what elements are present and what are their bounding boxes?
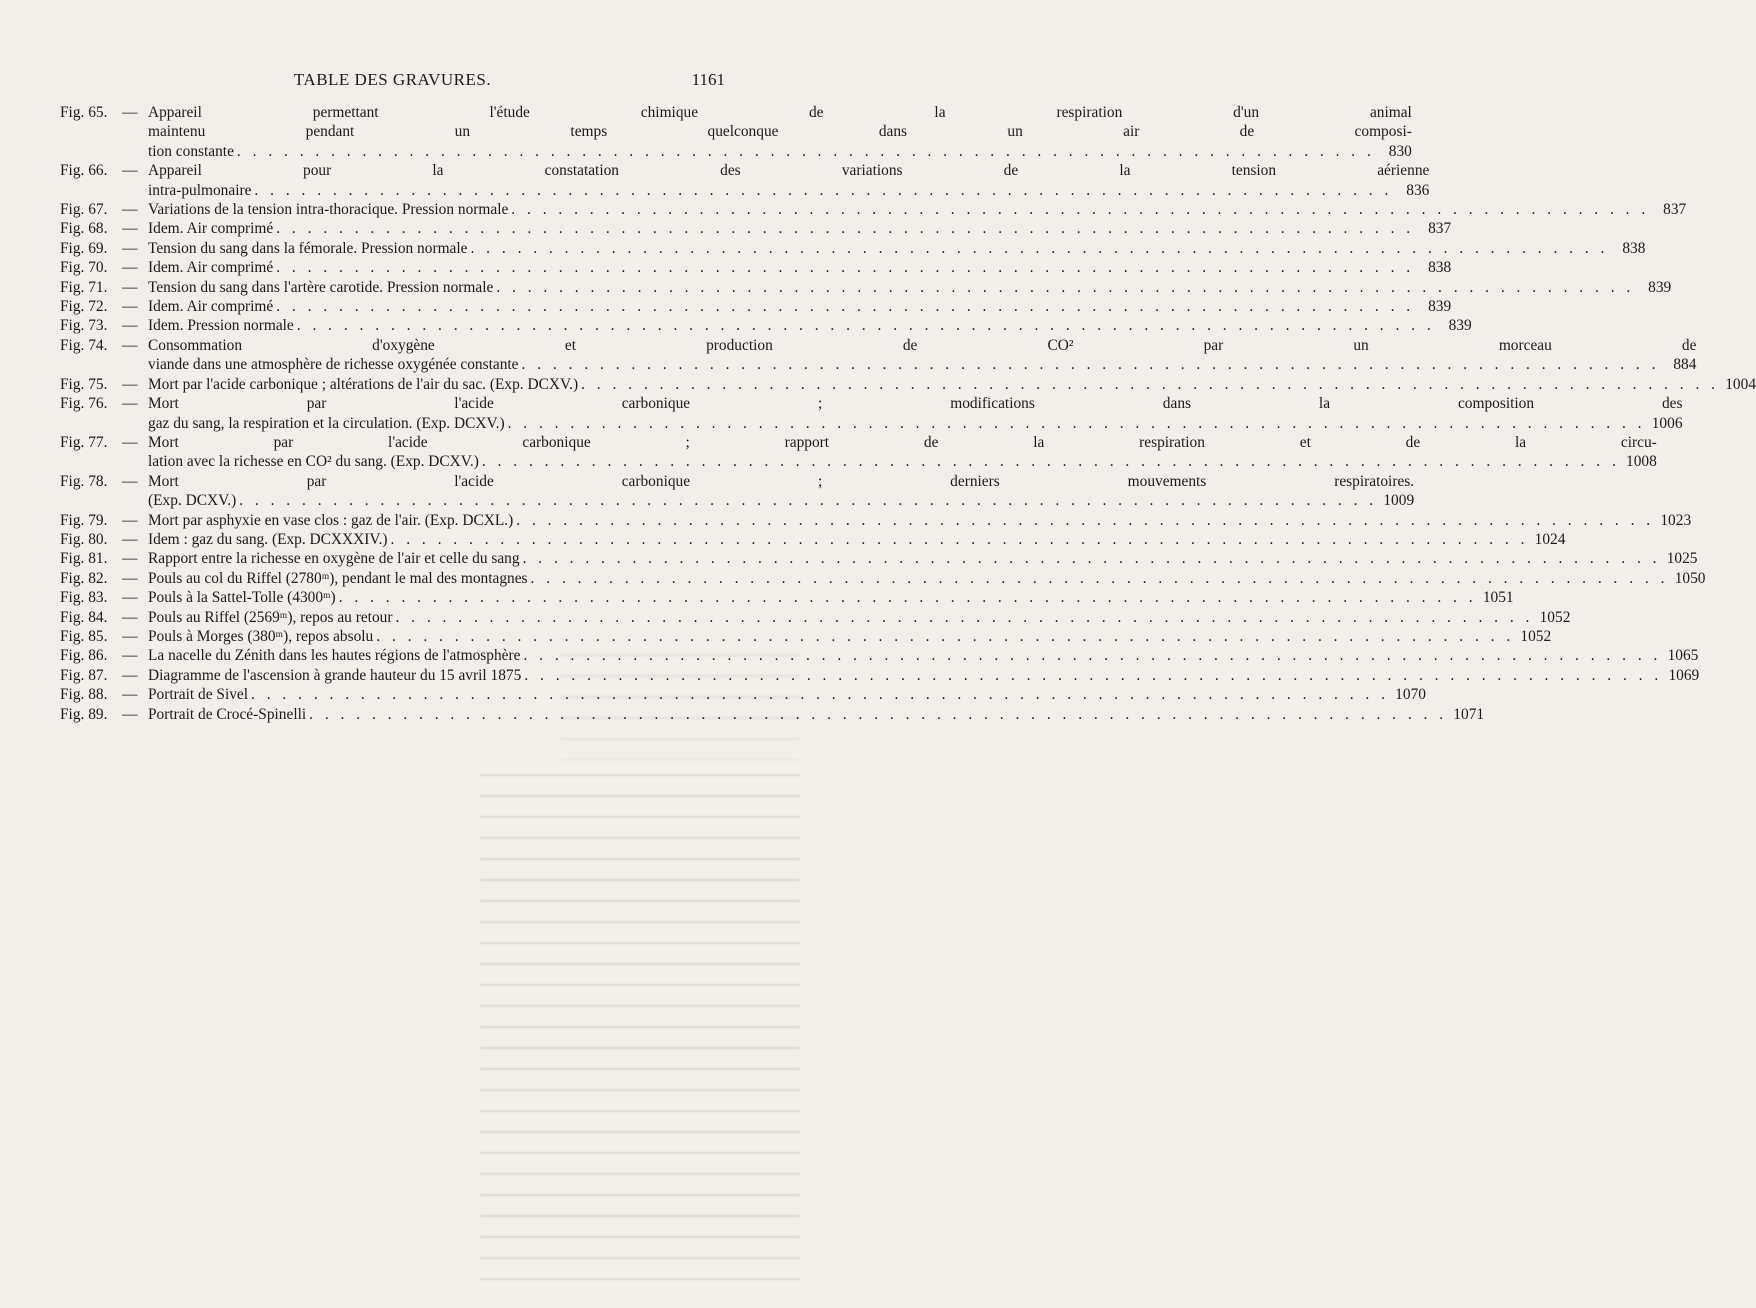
figure-number: Fig. 68. <box>60 220 108 238</box>
figure-entry <box>60 258 1452 277</box>
caption-text: Mort par asphyxie en vase clos : gaz de l'air. (Exp. DCXL.) <box>148 511 514 529</box>
caption-last-line <box>148 685 1426 704</box>
figure-number: Fig. 78. <box>60 472 108 490</box>
figure-caption <box>148 394 1683 433</box>
caption-last-line <box>148 258 1451 277</box>
figure-number: Fig. 79. <box>60 511 108 529</box>
dot-leader <box>516 511 1654 530</box>
figure-caption <box>148 705 1484 724</box>
dot-leader <box>276 297 1414 316</box>
figure-number: Fig. 65. <box>60 104 108 121</box>
figure-caption <box>148 608 1570 627</box>
figure-caption <box>148 627 1551 646</box>
em-dash: — <box>122 104 138 121</box>
figure-entry <box>60 685 1426 704</box>
figure-number: Fig. 66. <box>60 162 108 180</box>
page-reference: 884 <box>1673 356 1697 374</box>
figure-entry <box>60 336 1697 375</box>
figure-caption <box>148 549 1698 568</box>
caption-last-line <box>148 491 1414 510</box>
figure-caption <box>148 569 1705 588</box>
page-reference: 1052 <box>1520 627 1552 645</box>
caption-text: Mort par l'acide carbonique ; altérations de l'air du sac. (Exp. DCXV.) <box>148 375 579 393</box>
figure-entry <box>60 433 1657 472</box>
dot-leader <box>376 627 1514 646</box>
dot-leader <box>237 142 1375 161</box>
caption-last-line <box>148 646 1698 665</box>
em-dash: — <box>122 298 138 316</box>
figure-entry <box>60 316 1472 335</box>
em-dash: — <box>122 569 138 587</box>
figure-number: Fig. 82. <box>60 569 108 587</box>
em-dash: — <box>122 433 138 451</box>
figure-caption <box>148 258 1451 277</box>
caption-last-line <box>148 316 1472 335</box>
figure-caption <box>148 433 1657 472</box>
figure-caption <box>148 375 1756 394</box>
em-dash: — <box>122 530 138 548</box>
figure-caption <box>148 685 1426 704</box>
caption-text: Idem : gaz du sang. (Exp. DCXXXIV.) <box>148 530 388 548</box>
page-header <box>60 70 725 94</box>
figure-entry <box>60 375 1756 394</box>
em-dash: — <box>122 550 138 568</box>
figure-caption <box>148 200 1686 219</box>
em-dash: — <box>122 162 138 180</box>
caption-text: Pouls à la Sattel-Tolle (4300ᵐ) <box>148 589 336 607</box>
figure-entry <box>60 200 1687 219</box>
em-dash: — <box>122 375 138 393</box>
caption-last-line <box>148 181 1429 200</box>
figure-entry <box>60 239 1646 258</box>
page-reference: 1071 <box>1453 705 1485 723</box>
dot-leader <box>511 200 1649 219</box>
figure-number: Fig. 76. <box>60 395 108 413</box>
caption-last-line <box>148 666 1699 685</box>
caption-text: viande dans une atmosphère de richesse oxygénée constante <box>148 356 519 374</box>
em-dash: — <box>122 336 138 354</box>
figure-entry <box>60 219 1452 238</box>
em-dash: — <box>122 220 138 238</box>
em-dash: — <box>122 259 138 277</box>
caption-text: Idem. Air comprimé <box>148 220 274 238</box>
figure-number: Fig. 80. <box>60 530 108 548</box>
figure-number: Fig. 69. <box>60 239 108 257</box>
figure-entry <box>60 569 1706 588</box>
page-reference: 1051 <box>1482 589 1514 607</box>
page-reference: 1023 <box>1660 511 1692 529</box>
figure-caption <box>148 297 1451 316</box>
dot-leader <box>251 685 1389 704</box>
em-dash: — <box>122 395 138 413</box>
figure-caption <box>148 666 1699 685</box>
caption-line: Mort par l'acide carbonique ; derniers mouvements respiratoires. <box>148 472 1415 490</box>
figure-caption <box>148 103 1412 161</box>
caption-text: Variations de la tension intra-thoracique. Pression normale <box>148 201 509 219</box>
caption-last-line <box>148 627 1551 646</box>
figure-entry <box>60 297 1452 316</box>
caption-last-line <box>148 200 1686 219</box>
em-dash: — <box>122 201 138 219</box>
figure-number: Fig. 72. <box>60 298 108 316</box>
caption-text: Idem. Air comprimé <box>148 298 274 316</box>
figure-caption <box>148 239 1645 258</box>
dot-leader <box>339 588 1477 607</box>
figure-number: Fig. 83. <box>60 589 108 607</box>
figure-entry <box>60 530 1566 549</box>
em-dash: — <box>122 317 138 335</box>
figure-number: Fig. 88. <box>60 686 108 704</box>
caption-text: Diagramme de l'ascension à grande hauteur du 15 avril 1875 <box>148 666 522 684</box>
caption-last-line <box>148 355 1696 374</box>
figure-caption <box>148 530 1565 549</box>
dot-leader <box>391 530 1529 549</box>
page-reference: 1006 <box>1651 414 1683 432</box>
em-dash: — <box>122 666 138 684</box>
caption-text: (Exp. DCXV.) <box>148 492 237 510</box>
figure-entry <box>60 394 1683 433</box>
caption-last-line <box>148 142 1412 161</box>
figure-caption <box>148 278 1671 297</box>
dot-leader <box>297 316 1435 335</box>
figure-number: Fig. 67. <box>60 201 108 219</box>
em-dash: — <box>122 647 138 665</box>
caption-text: Pouls au Riffel (2569ᵐ), repos au retour <box>148 608 393 626</box>
page-reference: 1065 <box>1667 647 1699 665</box>
caption-line: Consommation d'oxygène et production de CO² par un morceau de <box>148 336 1697 354</box>
dot-leader <box>309 705 1447 724</box>
figure-number: Fig. 81. <box>60 550 108 568</box>
caption-last-line <box>148 297 1451 316</box>
caption-text: Tension du sang dans la fémorale. Pression normale <box>148 239 468 257</box>
figure-entry <box>60 103 1412 161</box>
caption-text: Tension du sang dans l'artère carotide. Pression normale <box>148 278 494 296</box>
page-reference: 839 <box>1448 317 1472 335</box>
dot-leader <box>523 549 1661 568</box>
figure-caption <box>148 336 1696 375</box>
figure-number: Fig. 73. <box>60 317 108 335</box>
caption-text: Portrait de Sivel <box>148 686 249 704</box>
caption-last-line <box>148 219 1451 238</box>
figure-entry <box>60 666 1700 685</box>
figure-caption <box>148 316 1472 335</box>
caption-last-line <box>148 608 1570 627</box>
figure-entry <box>60 646 1699 665</box>
page-reference: 838 <box>1428 259 1452 277</box>
caption-last-line <box>148 452 1657 471</box>
figure-entry <box>60 627 1552 646</box>
caption-text: lation avec la richesse en CO² du sang. (Exp. DCXV.) <box>148 453 479 471</box>
figure-number: Fig. 87. <box>60 666 108 684</box>
figure-number: Fig. 89. <box>60 705 108 723</box>
caption-text: intra-pulmonaire <box>148 181 252 199</box>
dot-leader <box>276 219 1414 238</box>
figure-list <box>60 103 1756 724</box>
em-dash: — <box>122 627 138 645</box>
page-reference: 1069 <box>1668 666 1700 684</box>
caption-text: Pouls au col du Riffel (2780ᵐ), pendant le mal des montagnes <box>148 569 528 587</box>
page-reference: 830 <box>1388 142 1412 160</box>
caption-line: Appareil permettant l'étude chimique de la respiration d'un animal <box>148 104 1412 121</box>
em-dash: — <box>122 239 138 257</box>
figure-entry <box>60 549 1698 568</box>
figure-entry <box>60 705 1485 724</box>
page-reference: 836 <box>1406 181 1430 199</box>
figure-entry <box>60 278 1672 297</box>
dot-leader <box>239 491 1377 510</box>
caption-text: Portrait de Crocé-Spinelli <box>148 705 307 723</box>
page-reference: 1008 <box>1626 453 1657 471</box>
caption-text: Idem. Air comprimé <box>148 259 274 277</box>
caption-text: Idem. Pression normale <box>148 317 294 335</box>
caption-text: La nacelle du Zénith dans les hautes régions de l'atmosphère <box>148 647 521 665</box>
page-reference: 839 <box>1428 298 1452 316</box>
page-title: TABLE DES GRAVURES. <box>293 70 492 89</box>
dot-leader <box>395 608 1533 627</box>
caption-last-line <box>148 530 1565 549</box>
caption-last-line <box>148 414 1683 433</box>
dot-leader <box>482 452 1620 471</box>
dot-leader <box>276 258 1414 277</box>
page-reference: 1009 <box>1383 492 1415 510</box>
em-dash: — <box>122 608 138 626</box>
page-reference: 1052 <box>1539 608 1571 626</box>
em-dash: — <box>122 589 138 607</box>
dot-leader <box>470 239 1608 258</box>
em-dash: — <box>122 686 138 704</box>
bleed-through-texture <box>480 760 800 1280</box>
figure-entry <box>60 588 1514 607</box>
figure-caption <box>148 646 1698 665</box>
caption-line: Appareil pour la constatation des variations de la tension aérienne <box>148 162 1430 180</box>
page-reference: 1004 <box>1725 375 1756 393</box>
caption-text: Pouls à Morges (380ᵐ), repos absolu <box>148 627 374 645</box>
dot-leader <box>496 278 1634 297</box>
page-number: 1161 <box>691 70 725 89</box>
caption-last-line <box>148 511 1691 530</box>
figure-number: Fig. 85. <box>60 627 108 645</box>
caption-last-line <box>148 569 1705 588</box>
caption-last-line <box>148 588 1514 607</box>
dot-leader <box>254 181 1392 200</box>
caption-last-line <box>148 375 1756 394</box>
caption-line: maintenu pendant un temps quelconque dans un air de composi- <box>148 123 1412 141</box>
caption-text: gaz du sang, la respiration et la circulation. (Exp. DCXV.) <box>148 414 505 432</box>
dot-leader <box>508 414 1646 433</box>
figure-entry <box>60 161 1430 200</box>
figure-number: Fig. 74. <box>60 336 108 354</box>
dot-leader <box>524 666 1662 685</box>
page-reference: 1070 <box>1395 686 1426 704</box>
page-reference: 839 <box>1648 278 1672 296</box>
caption-line: Mort par l'acide carbonique ; modifications dans la composition des <box>148 395 1683 413</box>
figure-number: Fig. 77. <box>60 433 108 451</box>
em-dash: — <box>122 511 138 529</box>
figure-caption <box>148 161 1429 200</box>
caption-last-line <box>148 239 1645 258</box>
em-dash: — <box>122 472 138 490</box>
caption-text: Rapport entre la richesse en oxygène de l'air et celle du sang <box>148 550 520 568</box>
em-dash: — <box>122 278 138 296</box>
dot-leader <box>522 355 1660 374</box>
caption-last-line <box>148 278 1671 297</box>
figure-entry <box>60 608 1571 627</box>
figure-number: Fig. 70. <box>60 259 108 277</box>
em-dash: — <box>122 705 138 723</box>
figure-number: Fig. 86. <box>60 647 108 665</box>
figure-number: Fig. 71. <box>60 278 108 296</box>
figure-entry <box>60 511 1692 530</box>
figure-caption <box>148 219 1451 238</box>
caption-last-line <box>148 705 1484 724</box>
caption-line: Mort par l'acide carbonique ; rapport de la respiration et de la circu- <box>148 433 1657 451</box>
page-reference: 1025 <box>1666 550 1698 568</box>
page-reference: 838 <box>1622 239 1646 257</box>
page-reference: 1024 <box>1534 530 1566 548</box>
page-reference: 837 <box>1663 201 1687 219</box>
page-reference: 1050 <box>1674 569 1706 587</box>
page-reference: 837 <box>1428 220 1452 238</box>
figure-number: Fig. 84. <box>60 608 108 626</box>
figure-number: Fig. 75. <box>60 375 108 393</box>
dot-leader <box>531 569 1669 588</box>
figure-caption <box>148 472 1414 511</box>
caption-text: tion constante <box>148 142 234 160</box>
figure-entry <box>60 472 1415 511</box>
dot-leader <box>581 375 1719 394</box>
figure-caption <box>148 588 1514 607</box>
dot-leader <box>523 646 1661 665</box>
figure-caption <box>148 511 1691 530</box>
caption-last-line <box>148 549 1698 568</box>
